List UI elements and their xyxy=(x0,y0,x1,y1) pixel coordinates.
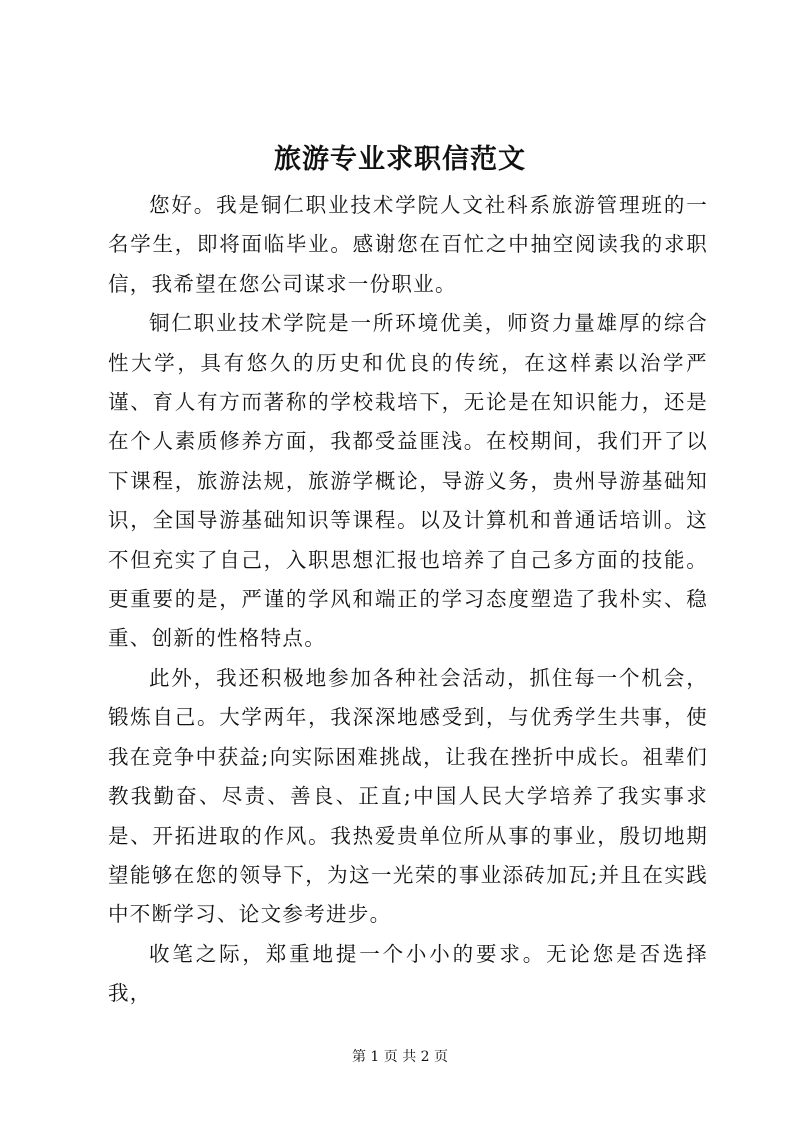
page-number-footer: 第 1 页 共 2 页 xyxy=(351,1049,449,1065)
letter-body xyxy=(108,186,708,1014)
paragraph-activities: 此外，我还积极地参加各种社会活动，抓住每一个机会，锻炼自己。大学两年，我深深地感受到，与优秀学生共事，使我在竞争中获益;向实际困难挑战，让我在挫折中成长。祖辈们教我勤奋、尽责、善良、正直;中国人民大学培养了我实事求是、开拓进取的作风。我热爱贵单位所从事的事业，殷切地期望能够在您的领导下，为这一光荣的事业添砖加瓦;并且在实践中不断学习、论文参考进步。 xyxy=(108,665,708,927)
document-title: 旅游专业求职信范文 xyxy=(274,144,526,175)
paragraph-greeting: 您好。我是铜仁职业技术学院人文社科系旅游管理班的一名学生，即将面临毕业。感谢您在百忙之中抽空阅读我的求职信，我希望在您公司谋求一份职业。 xyxy=(108,193,708,296)
paragraph-school-and-courses: 铜仁职业技术学院是一所环境优美，师资力量雄厚的综合性大学，具有悠久的历史和优良的传统，在这样素以治学严谨、育人有方而著称的学校栽培下，无论是在知识能力，还是在个人素质修养方面，我都受益匪浅。在校期间，我们开了以下课程，旅游法规，旅游学概论，导游义务，贵州导游基础知识，全国导游基础知识等课程。以及计算机和普通话培训。这不但充实了自己，入职思想汇报也培养了自己多方面的技能。更重要的是，严谨的学风和端正的学习态度塑造了我朴实、稳重、创新的性格特点。 xyxy=(108,311,708,651)
paragraph-closing: 收笔之际，郑重地提一个小小的要求。无论您是否选择我， xyxy=(108,941,708,1006)
